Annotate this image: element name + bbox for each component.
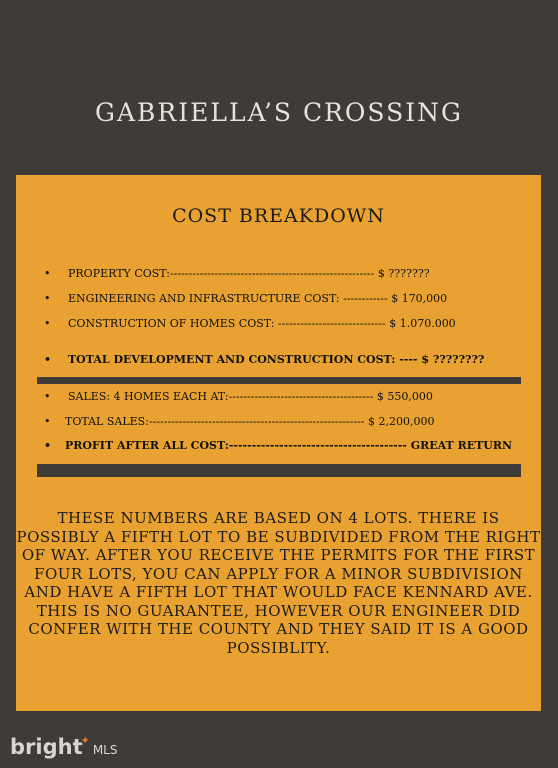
total-sales-line: TOTAL SALES:---------------------------------------------------------- $ 2,200,000 <box>65 415 435 428</box>
bullet: • <box>44 267 51 280</box>
disclaimer-note <box>16 509 541 657</box>
total-development-cost-line: TOTAL DEVELOPMENT AND CONSTRUCTION COST: ---- $ ???????? <box>68 353 485 366</box>
profit-line: PROFIT AFTER ALL COST:--------------------------------------- GREAT RETURN <box>65 439 513 452</box>
card-title: COST BREAKDOWN <box>172 205 385 227</box>
engineering-cost-line: ENGINEERING AND INFRASTRUCTURE COST: ------------ $ 170,000 <box>68 292 448 305</box>
bullet: • <box>44 415 51 428</box>
note-paragraph: THESE NUMBERS ARE BASED ON 4 LOTS. THERE IS POSSIBLY A FIFTH LOT TO BE SUBDIVIDED FROM THE RIGHT OF WAY. AFTER YOU RECEIVE THE PERMITS FOR THE FIRST FOUR LOTS, YOU CAN APPLY FOR A MINOR SUBDIVISION AND HAVE A FIFTH LOT THAT WOULD FACE KENNARD AVE. <box>16 509 541 601</box>
property-cost-line: PROPERTY COST:------------------------------------------------------- $ ??????? <box>68 267 430 280</box>
sales-each-line: SALES: 4 HOMES EACH AT:--------------------------------------- $ 550,000 <box>68 390 433 403</box>
logo-suffix: MLS <box>92 743 118 757</box>
logo-wordmark: bright <box>10 735 83 759</box>
bullet: • <box>44 317 51 330</box>
page-title: GABRIELLA’S CROSSING <box>95 98 463 127</box>
bullet: • <box>44 292 51 305</box>
construction-cost-line: CONSTRUCTION OF HOMES COST: ----------------------------- $ 1.070.000 <box>68 317 456 330</box>
bullet: • <box>44 390 51 403</box>
note-paragraph: THIS IS NO GUARANTEE, HOWEVER OUR ENGINEER DID CONFER WITH THE COUNTY AND THEY SAID IT IS A GOOD POSSIBLITY. <box>28 601 529 657</box>
spark-icon: ✦ <box>80 734 90 747</box>
bright-mls-logo <box>10 735 117 759</box>
divider <box>37 377 521 384</box>
divider <box>37 464 521 477</box>
cost-breakdown-card <box>16 175 541 711</box>
bullet: • <box>44 439 52 452</box>
bullet: • <box>44 353 52 366</box>
